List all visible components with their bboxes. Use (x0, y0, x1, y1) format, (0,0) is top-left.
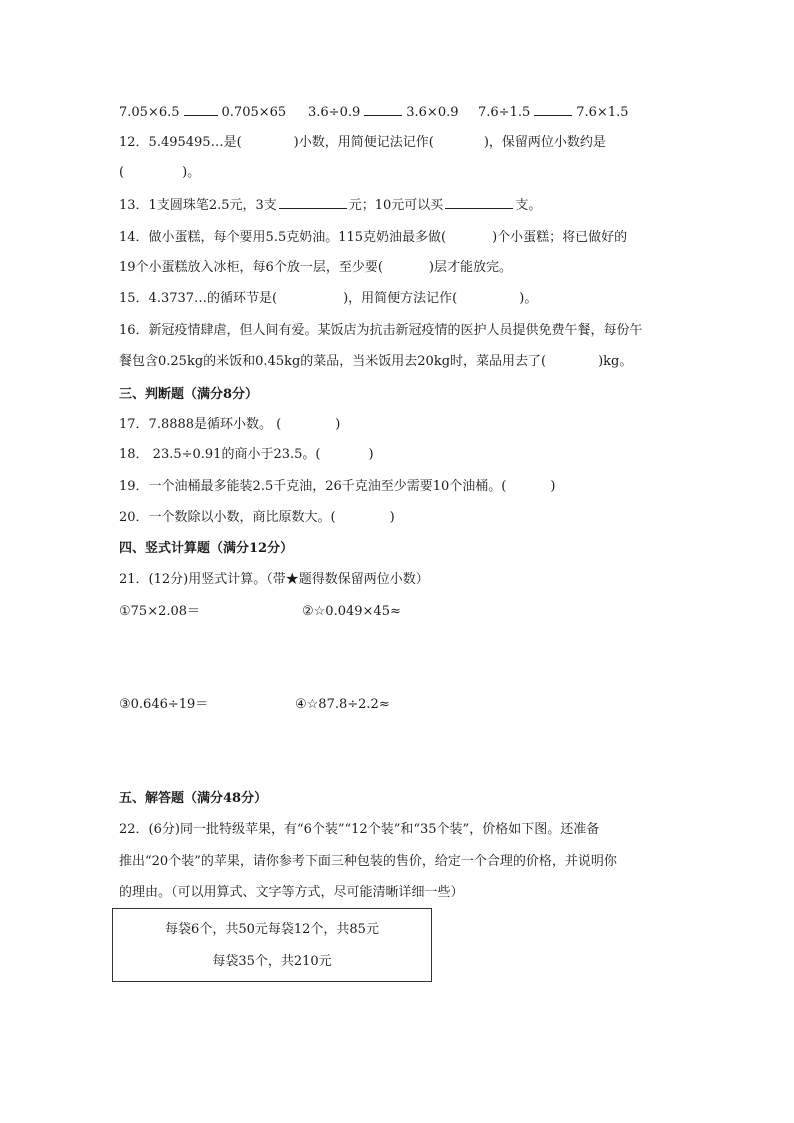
q21-problem-1: ①75×2.08＝ (119, 604, 201, 619)
q14-text-b: )个小蛋糕；将已做好的 (492, 230, 628, 245)
q14-line1 (119, 229, 627, 247)
q11-a-blank[interactable] (184, 103, 218, 116)
q12-line2 (119, 164, 200, 182)
q15-line (119, 290, 537, 308)
q16-text-a: 餐包含0.25kg的米饭和0.45kg的菜品，当米饭用去20kg时，菜品用去了( (119, 354, 547, 369)
q11-b-left: 3.6÷0.9 (308, 105, 361, 120)
q14-text-c: 19个小蛋糕放入冰柜，每6个放一层，至少要( (119, 260, 383, 275)
q11-a-right: 0.705×65 (221, 105, 287, 120)
q13-text-c: 支。 (515, 198, 542, 213)
q11-item-c (478, 103, 629, 122)
q11-b-blank[interactable] (364, 103, 402, 116)
q18-line (119, 446, 374, 464)
q21-problem-2: ②☆0.049×45≈ (302, 604, 401, 619)
q19-text-b: ) (550, 479, 556, 494)
q11-a-left: 7.05×6.5 (119, 105, 180, 120)
q11-c-left: 7.6÷1.5 (478, 105, 531, 120)
q22-line1: 22．(6分)同一批特级苹果，有“6个装”“12个装”和“35个装”，价格如下图。还准备 (119, 822, 600, 837)
q13-line (119, 196, 541, 215)
q15-text-c: )。 (519, 291, 538, 306)
q22-line3: 的理由。（可以用算式、文字等方式，尽可能清晰详细一些） (119, 885, 464, 900)
q22-line2: 推出“20个装”的苹果，请你参考下面三种包装的售价，给定一个合理的价格，并说明你 (119, 854, 617, 869)
q15-text-a: 15．4.3737…的循环节是( (119, 291, 278, 306)
q13-blank-2[interactable] (445, 196, 513, 209)
q20-text-b: ) (389, 510, 395, 525)
q21-problem-3: ③0.646÷19＝ (119, 697, 209, 712)
q12-line2-b: )。 (182, 165, 201, 180)
q17-text-a: 17．7.8888是循环小数。 ( (119, 417, 282, 432)
q14-text-a: 14．做小蛋糕，每个要用5.5克奶油。115克奶油最多做( (119, 230, 447, 245)
q18-text-b: ) (368, 447, 374, 462)
q17-text-b: ) (335, 417, 341, 432)
price-box-line1: 每袋6个，共50元每袋12个，共85元 (165, 922, 379, 937)
q12-line1 (119, 134, 606, 152)
q16-line2 (119, 353, 632, 371)
q15-text-b: )，用简便方法记作( (343, 291, 458, 306)
q11-item-a (119, 103, 286, 122)
q17-line (119, 416, 340, 434)
q14-line2 (119, 259, 512, 277)
q21-title: 21．(12分)用竖式计算。（带★题得数保留两位小数） (119, 572, 429, 587)
q13-text-a: 13．1支圆珠笔2.5元，3支 (119, 198, 277, 213)
q16-line1: 16．新冠疫情肆虐，但人间有爱。某饭店为抗击新冠疫情的医护人员提供免费午餐，每份午 (119, 323, 643, 338)
q16-text-b: )kg。 (598, 354, 633, 369)
section-4-title: 四、竖式计算题（满分12分） (119, 541, 294, 556)
q13-blank-1[interactable] (279, 196, 347, 209)
section-3-title: 三、判断题（满分8分） (119, 387, 259, 402)
q21-problem-4: ④☆87.8÷2.2≈ (295, 697, 390, 712)
q19-line (119, 478, 555, 496)
q11-c-blank[interactable] (534, 103, 572, 116)
q11-c-right: 7.6×1.5 (576, 105, 629, 120)
section-5-title: 五、解答题（满分48分） (119, 791, 268, 806)
q12-text-a: 12．5.495495…是( (119, 135, 242, 150)
q20-line (119, 509, 395, 527)
q14-text-d: )层才能放完。 (428, 260, 512, 275)
q12-line2-a: ( (119, 165, 125, 180)
q12-text-b: )小数，用简便记法记作( (293, 135, 434, 150)
price-box-line2: 每袋35个，共210元 (212, 954, 332, 969)
q11-b-right: 3.6×0.9 (406, 105, 459, 120)
q11-item-b (308, 103, 459, 122)
q19-text-a: 19．一个油桶最多能装2.5千克油，26千克油至少需要10个油桶。( (119, 479, 507, 494)
q13-text-b: 元；10元可以买 (348, 198, 444, 213)
q18-text-a: 18． 23.5÷0.91的商小于23.5。( (119, 447, 321, 462)
q12-text-c: )，保留两位小数约是 (483, 135, 606, 150)
price-box (112, 908, 432, 982)
q20-text-a: 20．一个数除以小数，商比原数大。( (119, 510, 336, 525)
